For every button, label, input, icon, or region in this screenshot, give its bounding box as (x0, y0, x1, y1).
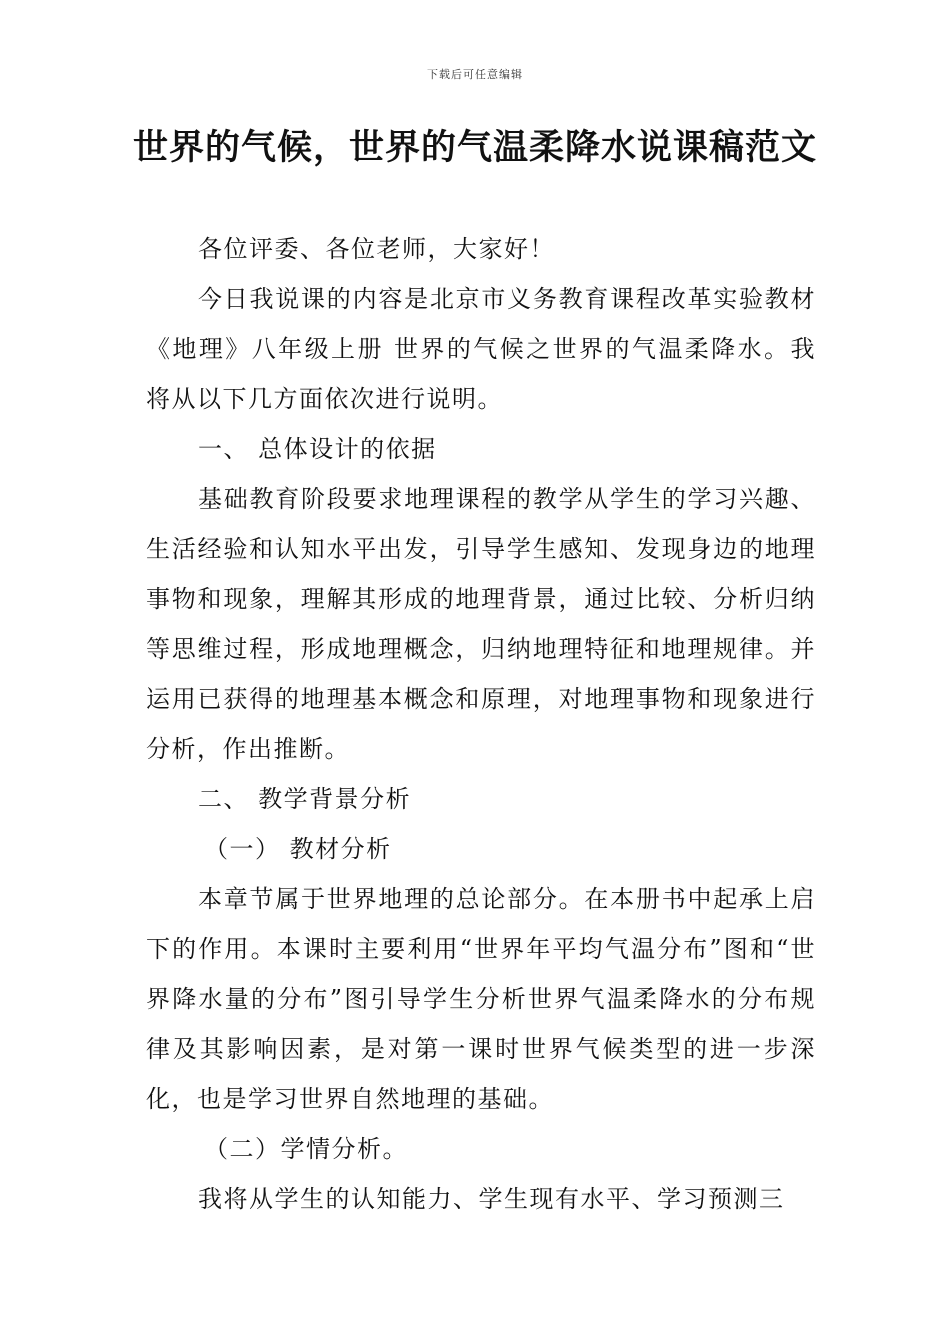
subsection-heading-2: （二）学情分析。 (204, 1135, 408, 1163)
textbook-analysis-paragraph: 本章节属于世界地理的总论部分。在本册书中起承上启下的作用。本课时主要利用“世界年平均气温分布”图和“世界降水量的分布”图引导学生分析世界气温柔降水的分布规律及其影响因素，是对第一课时世界气候类型的进一步深化，也是学习世界自然地理的基础。 (146, 885, 816, 1113)
intro-paragraph: 今日我说课的内容是北京市义务教育课程改革实验教材《地理》八年级上册 世界的气候之世界的气温柔降水。我将从以下几方面依次进行说明。 (146, 285, 816, 413)
document-title: 世界的气候，世界的气温柔降水说课稿范文 (132, 128, 817, 168)
document-body (146, 224, 816, 1224)
greeting-paragraph: 各位评委、各位老师，大家好！ (198, 235, 555, 263)
section-heading-1: 一、 总体设计的依据 (198, 435, 437, 463)
header-note: 下载后可任意编辑 (427, 68, 523, 81)
learner-analysis-paragraph: 我将从学生的认知能力、学生现有水平、学习预测三 (198, 1185, 785, 1213)
basis-paragraph: 基础教育阶段要求地理课程的教学从学生的学习兴趣、生活经验和认知水平出发，引导学生感知、发现身边的地理事物和现象，理解其形成的地理背景，通过比较、分析归纳等思维过程，形成地理概念，归纳地理特征和地理规律。并运用已获得的地理基本概念和原理，对地理事物和现象进行分析，作出推断。 (146, 485, 816, 763)
section-heading-2: 二、 教学背景分析 (198, 785, 412, 813)
subsection-heading-1: （一） 教材分析 (204, 835, 392, 863)
